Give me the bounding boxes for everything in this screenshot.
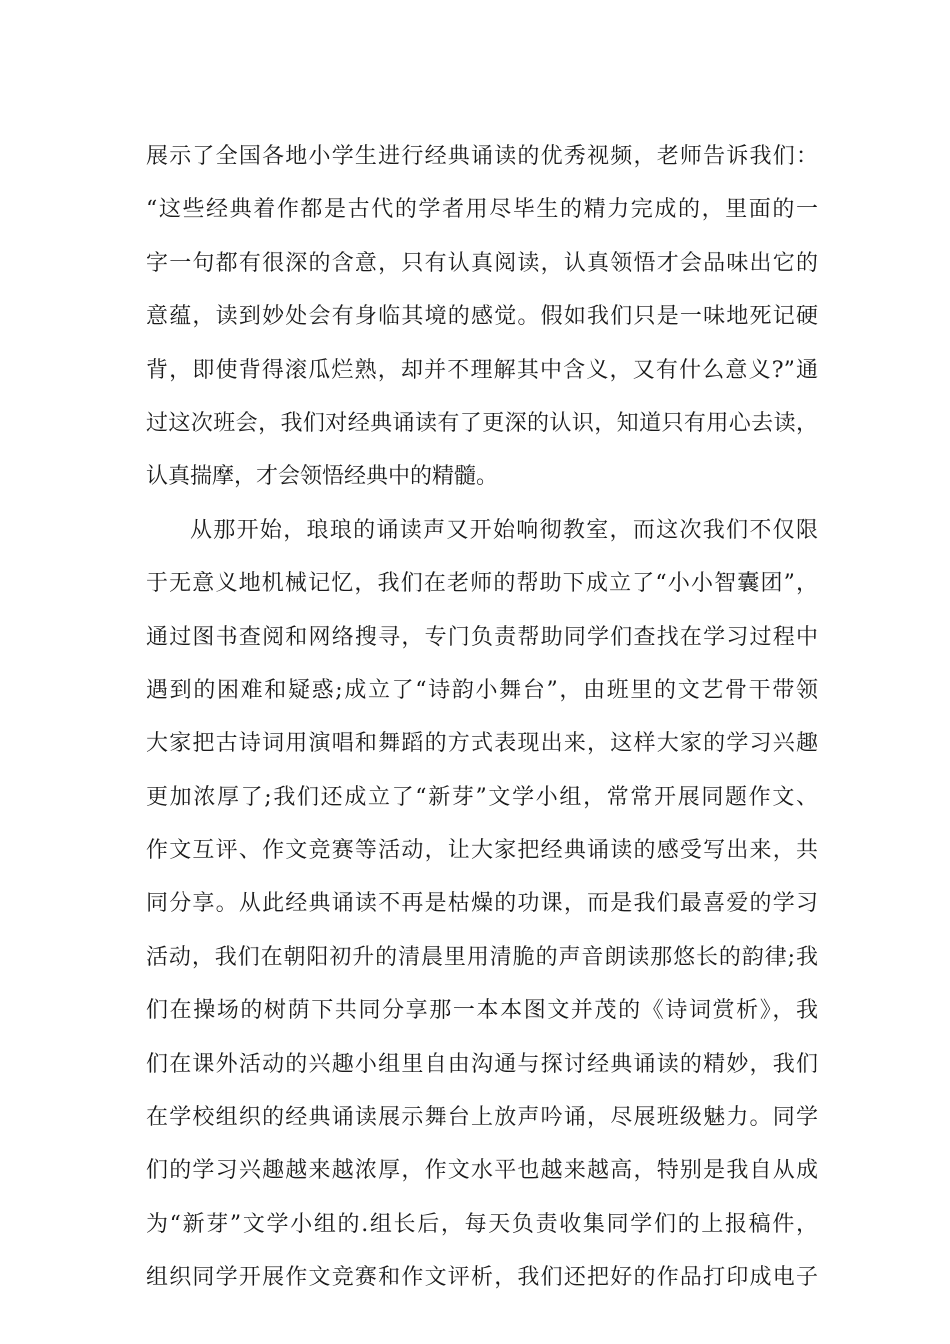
text-line: 认真揣摩，才会领悟经典中的精髓。 (146, 464, 499, 490)
text-line: 活动，我们在朝阳初升的清晨里用清脆的声音朗读那悠长的韵律;我 (146, 944, 818, 970)
text-line: 同分享。从此经典诵读不再是枯燥的功课，而是我们最喜爱的学习 (146, 891, 818, 917)
text-line: 们在课外活动的兴趣小组里自由沟通与探讨经典诵读的精妙，我们 (146, 1051, 818, 1077)
text-line: 为“新芽”文学小组的.组长后，每天负责收集同学们的上报稿件， (146, 1211, 818, 1237)
text-line: 展示了全国各地小学生进行经典诵读的优秀视频，老师告诉我们： (146, 144, 818, 169)
text-line: 大家把古诗词用演唱和舞蹈的方式表现出来，这样大家的学习兴趣 (146, 731, 818, 757)
text-line: 更加浓厚了;我们还成立了“新芽”文学小组，常常开展同题作文、 (146, 784, 818, 810)
text-line: 通过图书查阅和网络搜寻，专门负责帮助同学们查找在学习过程中 (146, 624, 818, 650)
text-line: 遇到的困难和疑惑;成立了“诗韵小舞台”，由班里的文艺骨干带领 (146, 677, 818, 703)
text-line: 过这次班会，我们对经典诵读有了更深的认识，知道只有用心去读， (146, 410, 818, 436)
text-line: 们的学习兴趣越来越浓厚，作文水平也越来越高，特别是我自从成 (146, 1158, 818, 1184)
text-line: 组织同学开展作文竞赛和作文评析，我们还把好的作品打印成电子 (146, 1265, 818, 1291)
text-line: 背，即使背得滚瓜烂熟，却并不理解其中含义，又有什么意义?”通 (146, 357, 818, 383)
text-line: 在学校组织的经典诵读展示舞台上放声吟诵，尽展班级魅力。同学 (146, 1105, 818, 1131)
paragraph-first-line: 从那开始，琅琅的诵读声又开始响彻教室，而这次我们不仅限 (190, 517, 818, 543)
text-line: 字一句都有很深的含意，只有认真阅读，认真领悟才会品味出它的 (146, 250, 818, 276)
body-text (146, 130, 818, 1305)
text-line: 意蕴，读到妙处会有身临其境的感觉。假如我们只是一味地死记硬 (146, 304, 818, 330)
text-line: “这些经典着作都是古代的学者用尽毕生的精力完成的，里面的一 (146, 197, 818, 223)
text-line: 们在操场的树荫下共同分享那一本本图文并茂的《诗词赏析》，我 (146, 998, 818, 1024)
text-line: 于无意义地机械记忆，我们在老师的帮助下成立了“小小智囊团”， (146, 571, 818, 597)
text-line: 作文互评、作文竞赛等活动，让大家把经典诵读的感受写出来，共 (146, 838, 818, 864)
